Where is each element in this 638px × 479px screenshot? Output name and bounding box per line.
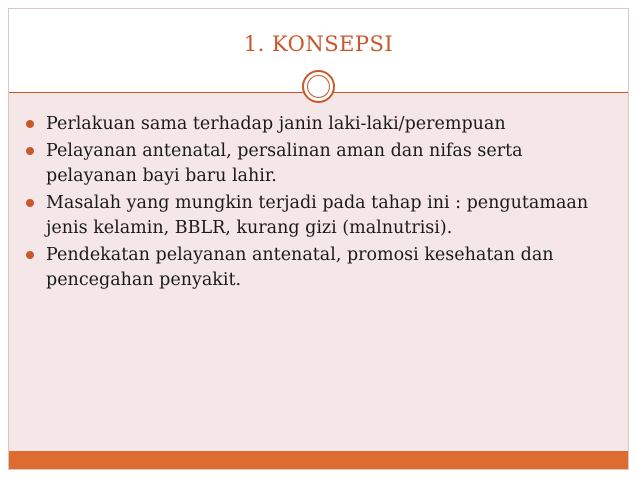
bullet-text: Pendekatan pelayanan antenatal, promosi kesehatan dan pencegahan penyakit. [46, 245, 554, 290]
bullet-text: Perlakuan sama terhadap janin laki-laki/perempuan [46, 114, 506, 134]
bullet-dot-icon [26, 120, 34, 128]
bullet-text: Pelayanan antenatal, persalinan aman dan nifas serta pelayanan bayi baru lahir. [46, 141, 523, 186]
bullet-item [26, 112, 616, 137]
footer-bar [9, 451, 628, 469]
bullet-dot-icon [26, 251, 34, 259]
bullet-dot-icon [26, 199, 34, 207]
bullet-text: Masalah yang mungkin terjadi pada tahap ini : pengutamaan jenis kelamin, BBLR, kurang gizi (malnutrisi). [46, 193, 589, 238]
circle-ornament-icon [302, 70, 335, 103]
bullet-item [26, 243, 616, 293]
bullet-list [26, 112, 616, 295]
slide-title: 1. KONSEPSI [243, 32, 394, 56]
bullet-item [26, 191, 616, 241]
bullet-dot-icon [26, 147, 34, 155]
bullet-item [26, 139, 616, 189]
